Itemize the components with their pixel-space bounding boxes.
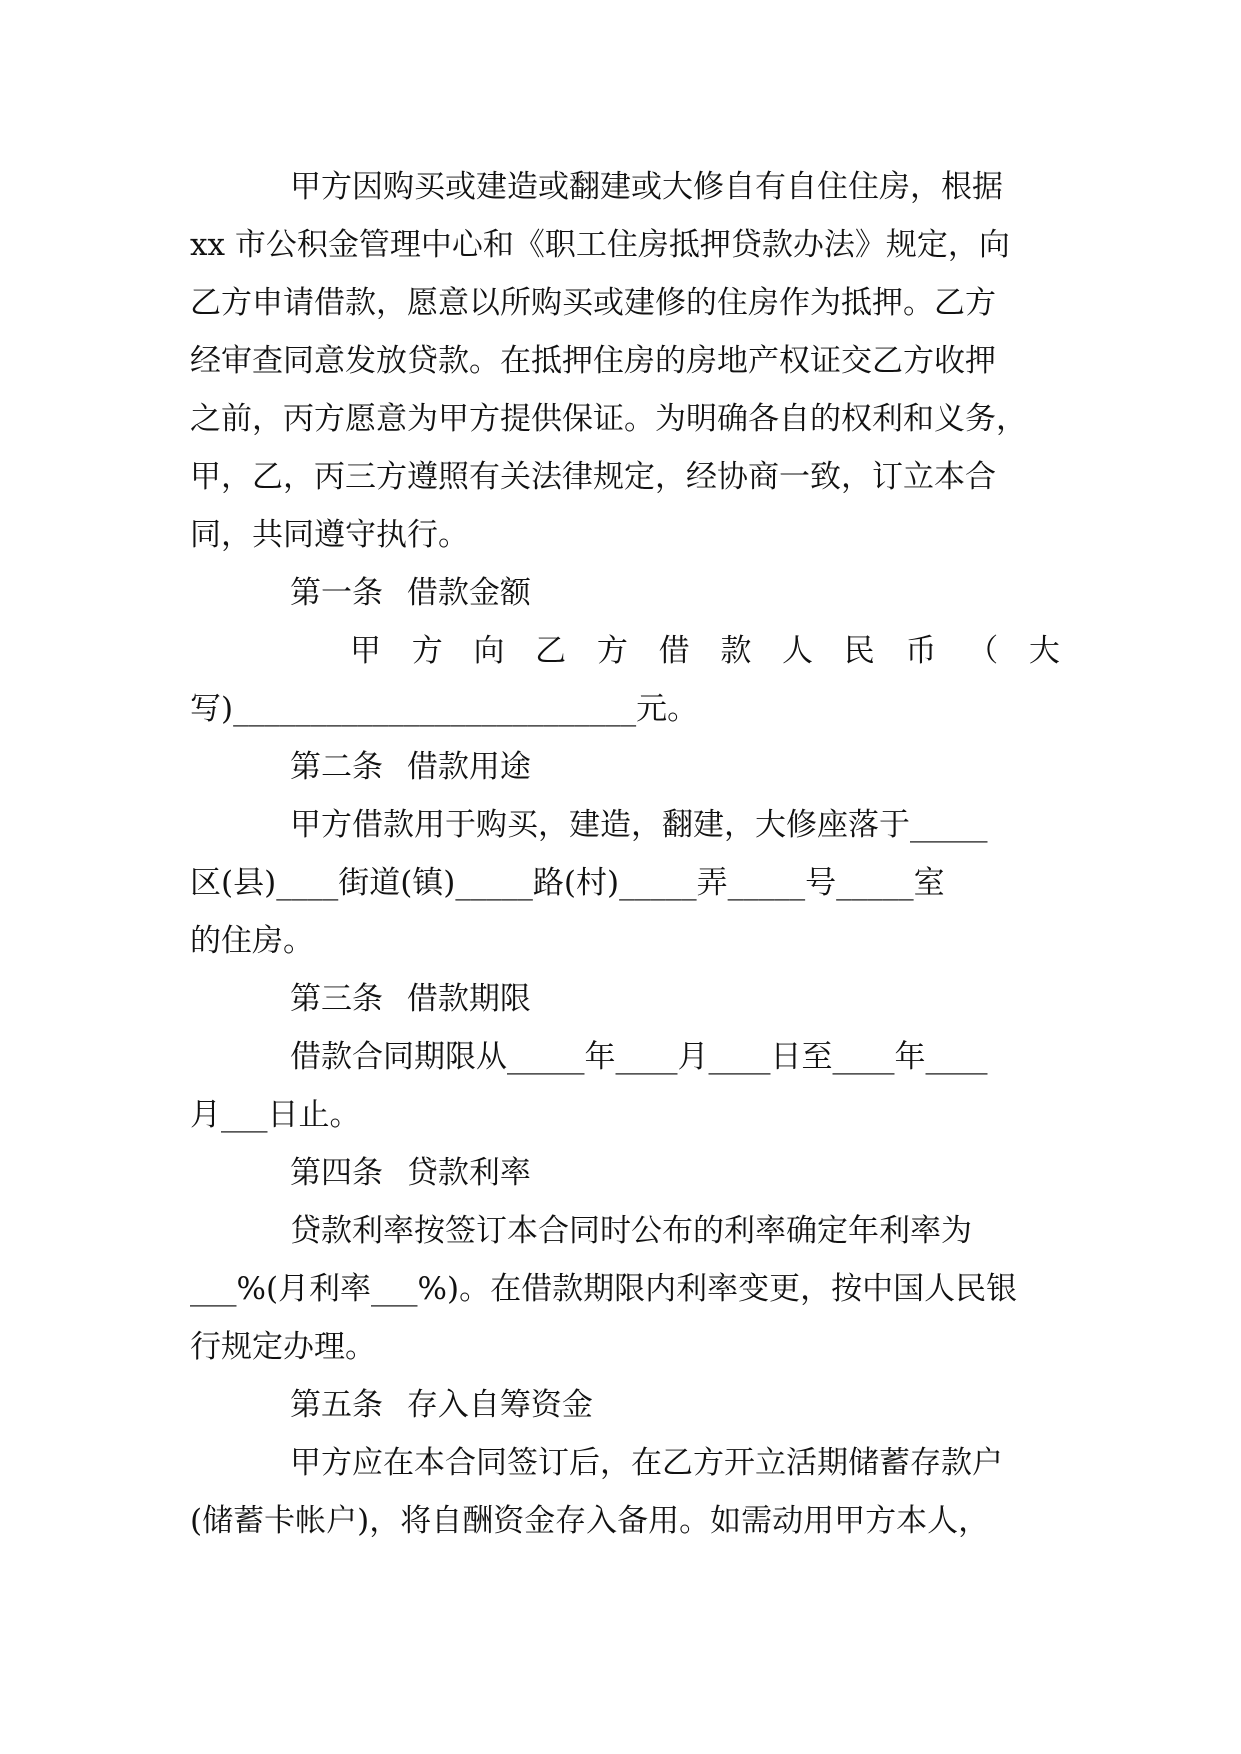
article-1-char: 乙 (535, 633, 567, 669)
article-1-char: 借 (658, 633, 690, 669)
contract-page (190, 158, 1060, 1550)
article-5-title: 第五条 存入自筹资金 (290, 1387, 593, 1423)
article-1-char: 币 (905, 633, 937, 669)
article-2-line-2: 区(县)____街道(镇)_____路(村)_____弄_____号_____室 (190, 865, 945, 901)
intro-line-4: 经审查同意发放贷款。在抵押住房的房地产权证交乙方收押 (190, 343, 996, 379)
article-1-char: 人 (782, 633, 814, 669)
article-4-line-2: ___%(月利率___%)。在借款期限内利率变更，按中国人民银 (190, 1271, 1018, 1307)
intro-line-5: 之前，丙方愿意为甲方提供保证。为明确各自的权利和义务， (190, 401, 1027, 437)
article-2-line-1: 甲方借款用于购买，建造，翻建，大修座落于_____ (290, 807, 988, 843)
article-4-title: 第四条 贷款利率 (290, 1155, 531, 1191)
intro-line-3: 乙方申请借款，愿意以所购买或建修的住房作为抵押。乙方 (190, 285, 996, 321)
article-1-char: 向 (473, 633, 505, 669)
article-3-line-2: 月___日止。 (190, 1097, 361, 1133)
intro-line-7: 同，共同遵守执行。 (190, 517, 469, 553)
article-2-line-3: 的住房。 (190, 923, 314, 959)
article-1-char: （ (967, 633, 999, 669)
intro-line-2: xx 市公积金管理中心和《职工住房抵押贷款办法》规定，向 (190, 227, 1010, 263)
article-1-char: 甲 (350, 633, 381, 669)
article-1-amount-blank: 写)__________________________元。 (190, 691, 699, 727)
intro-line-1: 甲方因购买或建造或翻建或大修自有自住住房，根据 (290, 169, 1003, 205)
article-1-char: 款 (720, 633, 752, 669)
article-3-line-1: 借款合同期限从_____年____月____日至____年____ (290, 1039, 988, 1075)
article-2-title: 第二条 借款用途 (290, 749, 531, 785)
article-3-title: 第三条 借款期限 (290, 981, 531, 1017)
article-4-line-3: 行规定办理。 (190, 1329, 376, 1365)
article-1-amount-line (190, 622, 1060, 680)
article-1-title: 第一条 借款金额 (290, 575, 531, 611)
article-1-char: 大 (1028, 633, 1060, 669)
article-1-char: 民 (843, 633, 875, 669)
intro-line-6: 甲，乙，丙三方遵照有关法律规定，经协商一致，订立本合 (190, 459, 996, 495)
article-1-char: 方 (596, 633, 628, 669)
article-5-line-1: 甲方应在本合同签订后，在乙方开立活期储蓄存款户 (290, 1445, 1003, 1481)
article-4-line-1: 贷款利率按签订本合同时公布的利率确定年利率为 (290, 1213, 972, 1249)
article-1-char: 方 (411, 633, 443, 669)
article-5-line-2: (储蓄卡帐户)，将自酬资金存入备用。如需动用甲方本人， (190, 1503, 990, 1539)
